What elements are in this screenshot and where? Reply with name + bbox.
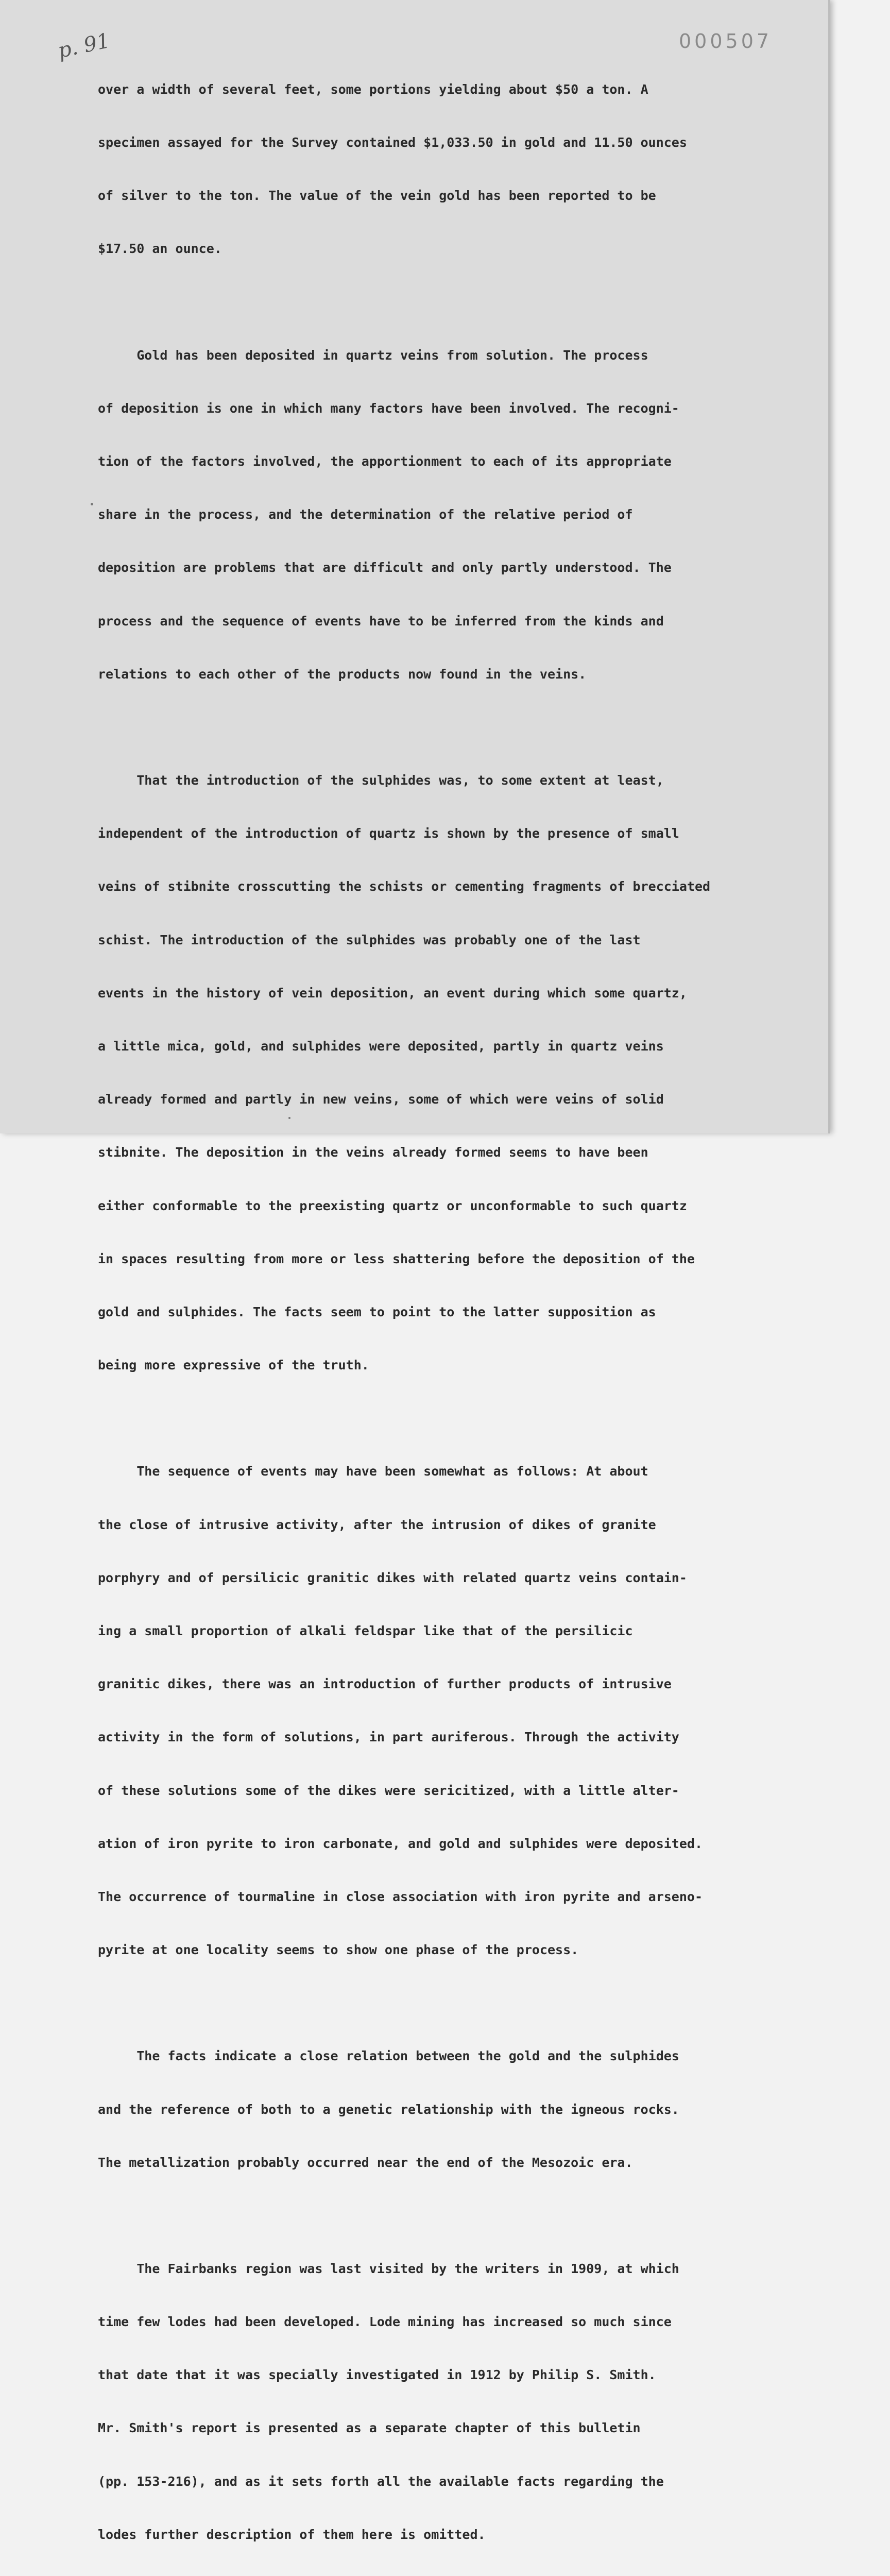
text-line: pyrite at one locality seems to show one phase of the process. [98,1942,579,1958]
text-line: Gold has been deposited in quartz veins from solution. The process [98,347,648,363]
handwritten-page-note: p. 91 [56,28,112,63]
text-line: ing a small proportion of alkali feldspar like that of the persilicic [98,1623,633,1638]
text-line: The sequence of events may have been somewhat as follows: At about [98,1464,648,1479]
paragraph [98,2225,788,2576]
text-line: The Fairbanks region was last visited by the writers in 1909, at which [98,2261,679,2276]
text-line: The metallization probably occurred near the end of the Mesozoic era. [98,2155,633,2170]
text-line: already formed and partly in new veins, some of which were veins of solid [98,1092,664,1107]
text-line: specimen assayed for the Survey contained $1,033.50 in gold and 11.50 ounces [98,135,687,150]
paragraph [98,1427,788,1994]
text-line: that date that it was specially investigated in 1912 by Philip S. Smith. [98,2367,656,2383]
text-line: share in the process, and the determination of the relative period of [98,507,633,522]
text-line: a little mica, gold, and sulphides were deposited, partly in quartz veins [98,1038,664,1054]
text-line: the close of intrusive activity, after the intrusion of dikes of granite [98,1517,656,1532]
text-line: either conformable to the preexisting quartz or unconformable to such quartz [98,1198,687,1213]
text-line: in spaces resulting from more or less shattering before the deposition of the [98,1251,695,1266]
text-line: of silver to the ton. The value of the vein gold has been reported to be [98,188,656,204]
text-line: relations to each other of the products now found in the veins. [98,666,587,682]
text-line: $17.50 an ounce. [98,241,222,257]
body-text [98,45,788,2576]
text-line: veins of stibnite crosscutting the schists or cementing fragments of brecciated [98,879,711,894]
text-line: over a width of several feet, some portions yielding about $50 a ton. A [98,81,648,97]
text-line: and the reference of both to a genetic relationship with the igneous rocks. [98,2102,679,2117]
text-line: gold and sulphides. The facts seem to point to the latter supposition as [98,1304,656,1320]
text-line: deposition are problems that are difficult and only partly understood. The [98,560,672,575]
paragraph [98,45,788,294]
paragraph [98,736,788,1410]
text-line: of these solutions some of the dikes were sericitized, with a little alter- [98,1783,679,1798]
scan-speck [288,1117,290,1119]
text-line: events in the history of vein deposition, an event during which some quartz, [98,985,687,1001]
text-line: tion of the factors involved, the apportionment to each of its appropriate [98,453,672,469]
text-line: Mr. Smith's report is presented as a separate chapter of this bulletin [98,2420,641,2436]
text-line: The facts indicate a close relation between the gold and the sulphides [98,2048,679,2064]
text-line: schist. The introduction of the sulphides was probably one of the last [98,932,641,947]
text-line: granitic dikes, there was an introduction of further products of intrusive [98,1676,672,1692]
text-line: of deposition is one in which many factors have been involved. The recogni- [98,400,679,416]
paragraph [98,2012,788,2207]
text-line: stibnite. The deposition in the veins already formed seems to have been [98,1145,648,1160]
text-line: time few lodes had been developed. Lode mining has increased so much since [98,2314,672,2329]
text-line: The occurrence of tourmaline in close association with iron pyrite and arseno- [98,1889,703,1905]
page-edge [828,0,830,1133]
page-number: 000507 [679,30,773,53]
paragraph [98,311,788,719]
scan-speck [91,503,93,505]
text-line: (pp. 153-216), and as it sets forth all the available facts regarding the [98,2473,664,2489]
text-line: process and the sequence of events have to be inferred from the kinds and [98,613,664,629]
text-line: activity in the form of solutions, in part auriferous. Through the activity [98,1730,679,1745]
text-line: being more expressive of the truth. [98,1358,369,1373]
text-line: porphyry and of persilicic granitic dikes with related quartz veins contain- [98,1570,687,1585]
text-line: ation of iron pyrite to iron carbonate, and gold and sulphides were deposited. [98,1836,703,1851]
text-line: independent of the introduction of quartz is shown by the presence of small [98,826,679,841]
text-line: lodes further description of them here is omitted. [98,2527,486,2542]
text-line: That the introduction of the sulphides was, to some extent at least, [98,772,664,788]
